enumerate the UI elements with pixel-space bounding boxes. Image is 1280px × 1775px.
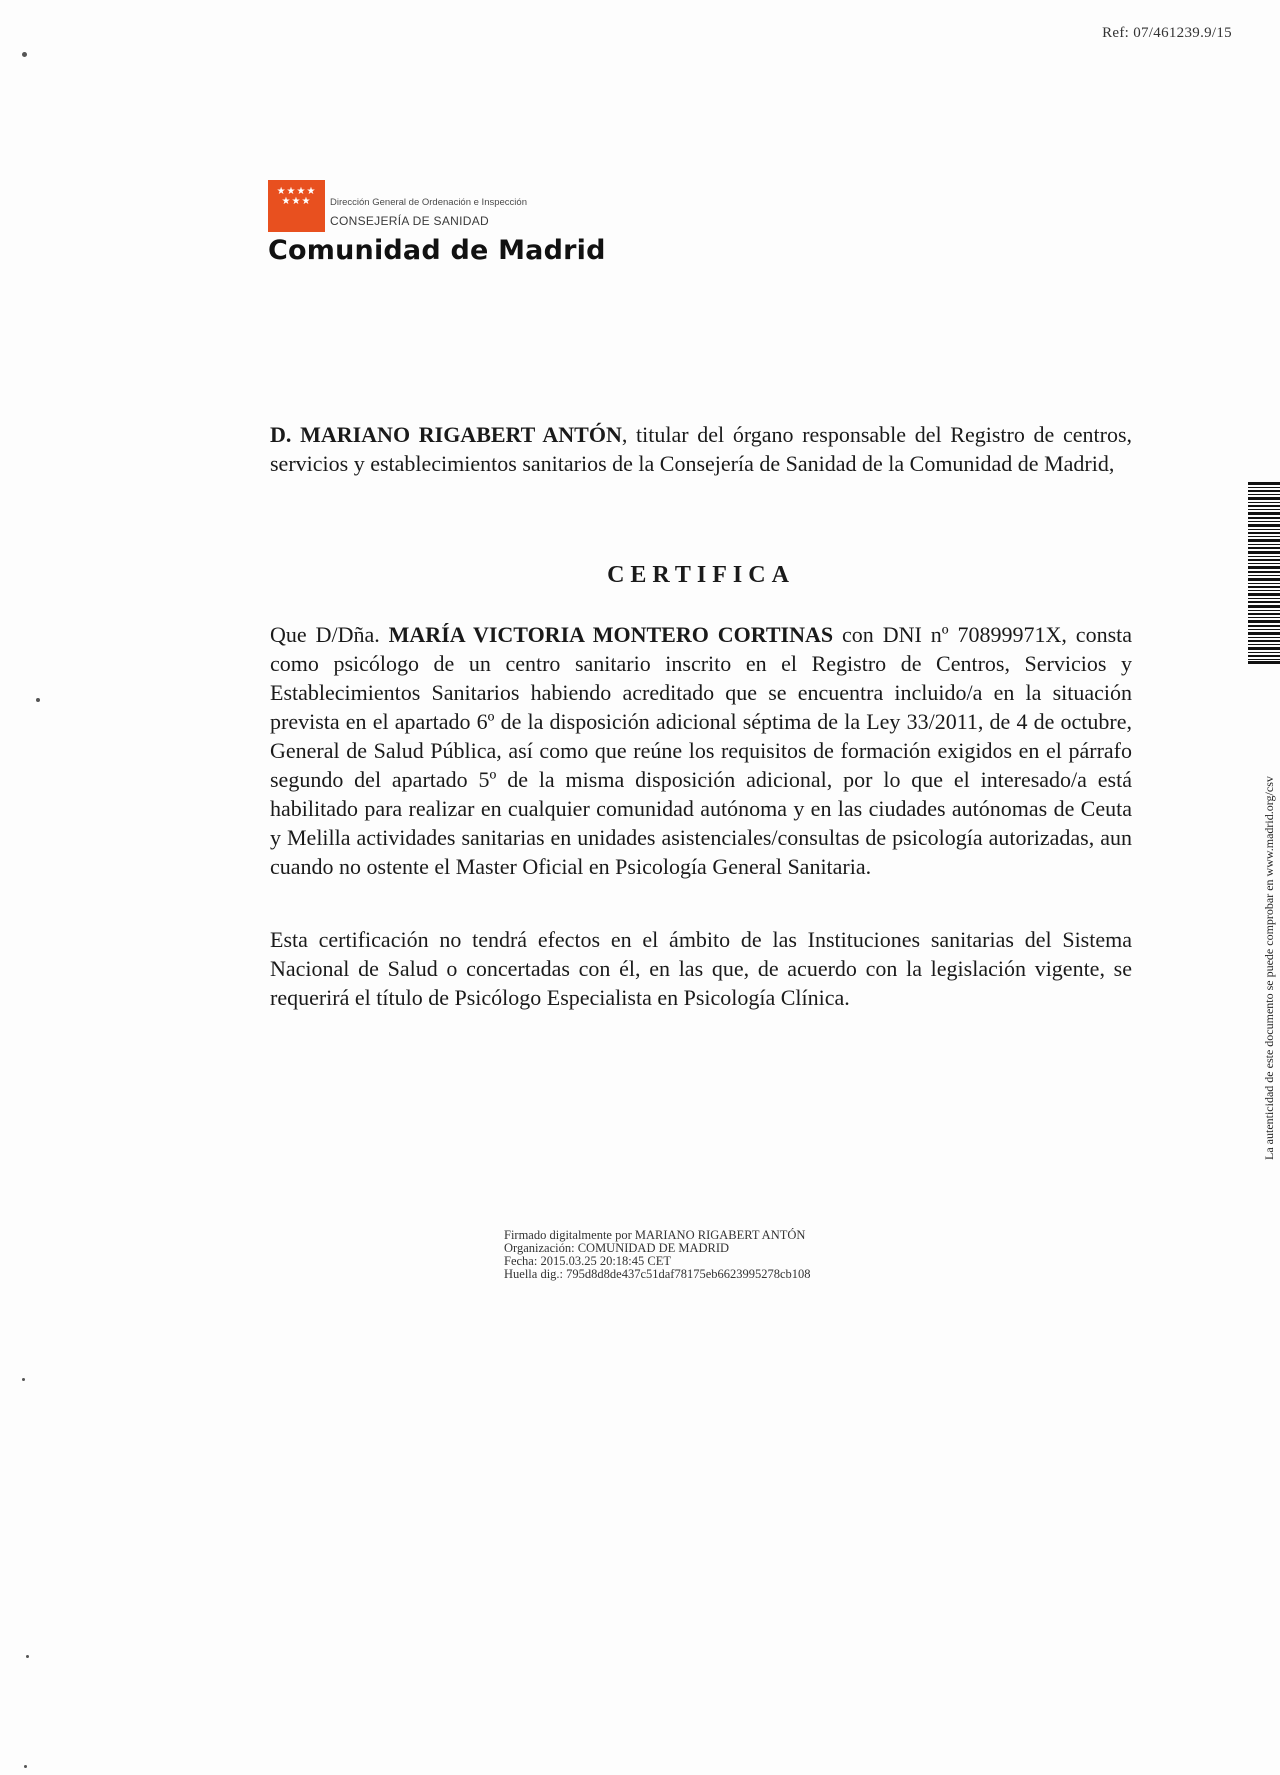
consejeria-name: CONSEJERÍA DE SANIDAD [330,214,490,228]
note-paragraph: Esta certificación no tendrá efectos en el ámbito de las Instituciones sanitarias del Sistema Nacional de Salud o concertadas con él, en las que, de acuerdo con la legislación vigente, se requerirá el título de Psicólogo Especialista en Psicología Clínica. [270,927,1132,1010]
certification-paragraph [270,620,1132,881]
certification-text: con DNI nº 70899971X, consta como psicólogo de un centro sanitario inscrito en el Registro de Centros, Servicios y Establecimientos Sanitarios habiendo acreditado que se encuentra incluido/a en la situación prevista en el apartado 6º de la disposición adicional séptima de la Ley 33/2011, de 4 de octubre, General de Salud Pública, así como que reúne los requisitos de formación exigidos en el párrafo segundo del apartado 5º de la misma disposición adicional, por lo que el interesado/a está habilitado para realizar en cualquier comunidad autónoma y en las ciudades autónomas de Ceuta y Melilla actividades sanitarias en unidades asistenciales/consultas de psicología autorizadas, aun cuando no ostente el Master Oficial en Psicología General Sanitaria. [270,622,1133,879]
certification-prefix: Que D/Dña. [270,622,389,647]
verification-note: La autenticidad de este documento se puede comprobar en www.madrid.org/csv [1262,776,1276,1160]
scan-speck [22,1378,25,1381]
certifica-heading: CERTIFICA [607,562,795,588]
organization-name: Comunidad de Madrid [268,235,606,266]
scan-speck [26,1655,29,1658]
barcode-icon [1248,482,1280,664]
intro-paragraph [270,420,1132,478]
madrid-flag-icon [268,180,325,232]
intro-text: , titular del órgano responsable del Registro de centros, servicios y establecimientos sanitarios de la Consejería de Sanidad de la Comunidad de Madrid, [270,422,1133,476]
scan-speck [36,698,40,702]
scan-speck [22,52,27,57]
certified-person: MARÍA VICTORIA MONTERO CORTINAS [388,622,834,647]
signature-date: Fecha: 2015.03.25 20:18:45 CET [504,1254,671,1268]
signatory-name: D. MARIANO RIGABERT ANTÓN [270,422,622,447]
signature-signed-by: Firmado digitalmente por MARIANO RIGABERT ANTÓN [504,1228,806,1242]
signature-organization: Organización: COMUNIDAD DE MADRID [504,1241,730,1255]
flag-stars-icon: ★★★★ ★★★ [276,186,317,207]
department-name: Dirección General de Ordenación e Inspección [330,197,527,208]
digital-signature [504,1229,811,1281]
header-logo [268,180,688,270]
signature-fingerprint: Huella dig.: 795d8d8de437c51daf78175eb6623995278cb108 [504,1267,811,1281]
reference-number: Ref: 07/461239.9/15 [1102,25,1232,41]
scan-speck [24,1765,27,1768]
